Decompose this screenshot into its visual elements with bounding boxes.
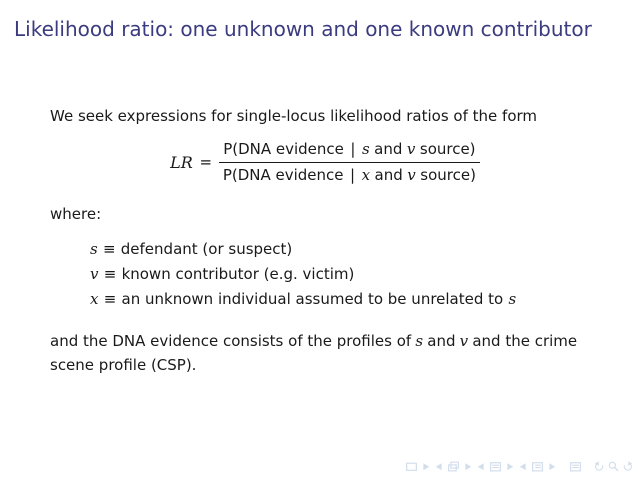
go-forward-icon[interactable] [621, 460, 634, 473]
definition-text: defendant (or suspect) [120, 240, 293, 258]
equivalence-sign: ≡ [103, 290, 117, 308]
appendix-icon[interactable] [569, 460, 582, 473]
definition-text: an unknown individual assumed to be unrelated to [121, 290, 504, 308]
closing-symbol-v: v [459, 332, 469, 350]
frame-icon[interactable] [447, 460, 460, 473]
denominator-and: and [374, 166, 403, 184]
equals-sign: = [199, 153, 213, 171]
symbol-definitions [90, 237, 600, 312]
intro-text: We seek expressions for single-locus likelihood ratios of the form [50, 107, 538, 125]
definition-symbol: s [90, 240, 98, 258]
definition-row-x [90, 287, 600, 312]
numerator-and: and [374, 140, 403, 158]
next-subsection-icon[interactable] [545, 460, 558, 473]
go-back-icon[interactable] [593, 460, 606, 473]
definition-symbol: v [90, 265, 99, 283]
search-icon[interactable] [607, 460, 620, 473]
section-icon[interactable] [489, 460, 502, 473]
slide-icon[interactable] [405, 460, 418, 473]
definition-symbol: x [90, 290, 99, 308]
subsection-icon[interactable] [531, 460, 544, 473]
equation-lhs: LR [170, 152, 193, 172]
fraction-numerator [219, 140, 479, 163]
where-label: where: [50, 205, 102, 223]
lr-equation [50, 140, 600, 184]
fraction [219, 140, 480, 184]
numerator-suffix: source) [419, 140, 476, 158]
conditional-bar: | [350, 140, 356, 158]
definition-text: known contributor (e.g. victim) [121, 265, 355, 283]
equivalence-sign: ≡ [102, 240, 116, 258]
equivalence-sign: ≡ [103, 265, 117, 283]
slide-title: Likelihood ratio: one unknown and one known contributor [14, 17, 592, 41]
next-frame-icon[interactable] [461, 460, 474, 473]
prev-subsection-icon[interactable] [517, 460, 530, 473]
conditional-bar: | [350, 166, 356, 184]
definition-row-v [90, 262, 600, 287]
numerator-symbol-v: v [406, 140, 416, 158]
definition-suffix-symbol: s [508, 290, 517, 308]
closing-part-3: and the crime scene profile (CSP). [50, 332, 578, 374]
denominator-prefix: P(DNA evidence [222, 166, 344, 184]
definition-row-s [90, 237, 600, 262]
beamer-navigation-bar [405, 460, 634, 473]
closing-text [50, 329, 600, 377]
prev-frame-icon[interactable] [433, 460, 446, 473]
next-section-icon[interactable] [503, 460, 516, 473]
closing-symbol-s: s [415, 332, 424, 350]
prev-section-icon[interactable] [475, 460, 488, 473]
slide-body [50, 106, 600, 377]
next-slide-icon[interactable] [419, 460, 432, 473]
closing-part-1: and the DNA evidence consists of the profiles of [50, 332, 412, 350]
denominator-symbol-x: x [361, 166, 371, 184]
numerator-symbol-s: s [361, 140, 370, 158]
closing-part-2: and [427, 332, 456, 350]
numerator-prefix: P(DNA evidence [223, 140, 344, 158]
fraction-denominator [219, 163, 480, 184]
denominator-suffix: source) [420, 166, 476, 184]
denominator-symbol-v: v [407, 166, 416, 184]
